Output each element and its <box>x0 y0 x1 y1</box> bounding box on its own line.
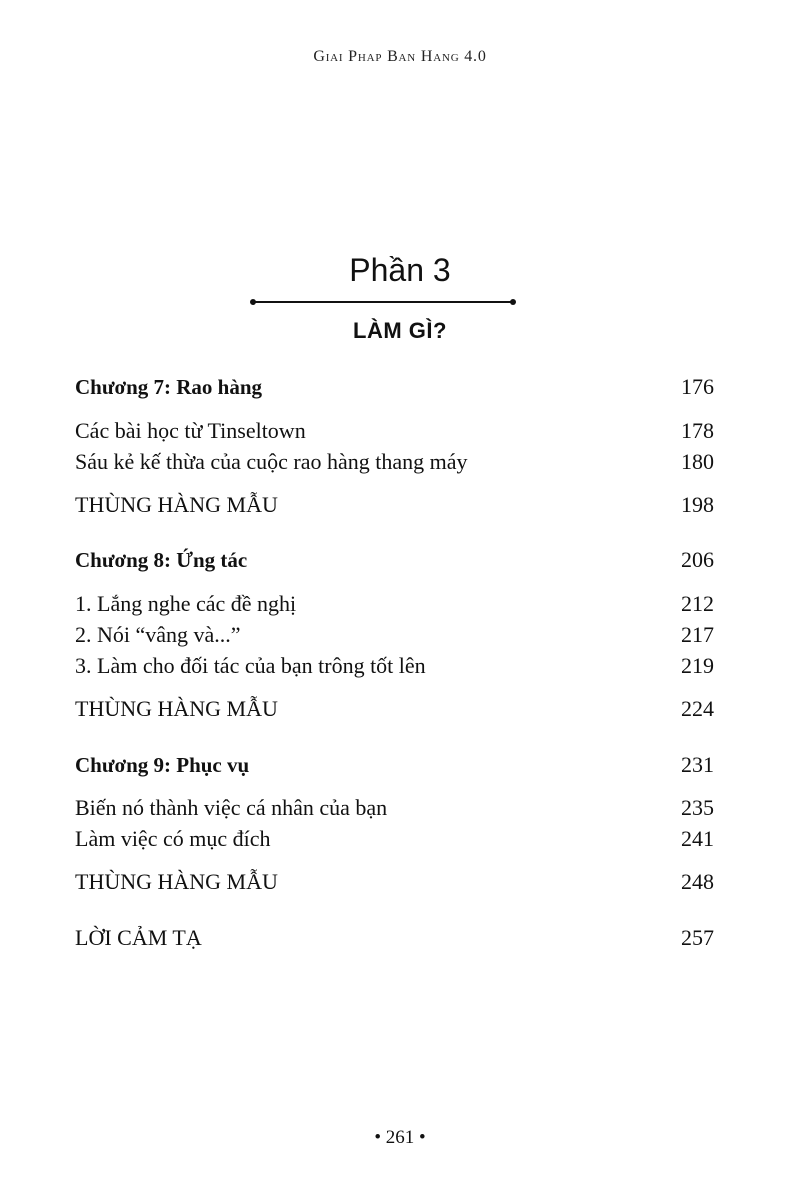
toc-entry-page: 231 <box>681 752 714 777</box>
toc-entry-page: 176 <box>681 374 714 399</box>
toc-entry-page: 178 <box>681 418 714 443</box>
toc-entry-page: 212 <box>681 591 714 616</box>
divider-dot-right <box>510 299 516 305</box>
ornamental-divider <box>252 301 514 303</box>
toc-entry-page: 248 <box>681 869 714 894</box>
toc-chapter-9 <box>75 750 714 780</box>
page-number: • 261 • <box>374 1127 426 1148</box>
toc-entry-title: Chương 9: Phục vụ <box>75 753 250 777</box>
divider-dot-left <box>250 299 256 305</box>
toc-entry-page: 257 <box>681 925 714 950</box>
toc-entry <box>75 447 714 477</box>
toc-entry <box>75 620 714 650</box>
running-header: Giai Phap Ban Hang 4.0 <box>313 48 487 65</box>
toc-entry-title: 1. Lắng nghe các đề nghị <box>75 591 297 616</box>
toc-entry-title: Sáu kẻ kế thừa của cuộc rao hàng thang máy <box>75 449 468 474</box>
toc-entry <box>75 824 714 854</box>
toc-chapter-8 <box>75 545 714 575</box>
toc-entry <box>75 694 714 724</box>
toc-entry-title: LỜI CẢM TẠ <box>75 925 202 950</box>
toc-entry-page: 198 <box>681 492 714 517</box>
toc-entry-page: 206 <box>681 547 714 572</box>
toc-entry <box>75 589 714 619</box>
toc-entry-page: 217 <box>681 622 714 647</box>
toc-entry-title: Biến nó thành việc cá nhân của bạn <box>75 795 388 820</box>
toc-entry-page: 241 <box>681 826 714 851</box>
toc-entry <box>75 793 714 823</box>
toc-entry-title: Các bài học từ Tinseltown <box>75 418 306 443</box>
toc-entry-page: 219 <box>681 653 714 678</box>
toc-entry-page: 235 <box>681 795 714 820</box>
toc-entry-title: 3. Làm cho đối tác của bạn trông tốt lên <box>75 653 426 678</box>
toc-entry-acknowledgements <box>75 923 714 953</box>
toc-entry <box>75 867 714 897</box>
part-title: Phần 3 <box>349 252 451 288</box>
toc-entry-title: THÙNG HÀNG MẪU <box>75 492 278 517</box>
toc-entry-page: 180 <box>681 449 714 474</box>
toc-chapter-7 <box>75 372 714 402</box>
toc-entry-title: Chương 7: Rao hàng <box>75 375 263 399</box>
toc-entry-title: Làm việc có mục đích <box>75 826 271 851</box>
toc-entry <box>75 651 714 681</box>
toc-entry <box>75 490 714 520</box>
toc-entry-page: 224 <box>681 696 714 721</box>
toc-entry <box>75 416 714 446</box>
toc-entry-title: THÙNG HÀNG MẪU <box>75 696 278 721</box>
toc-entry-title: THÙNG HÀNG MẪU <box>75 869 278 894</box>
toc-entry-title: 2. Nói “vâng và...” <box>75 622 241 647</box>
part-subtitle: LÀM GÌ? <box>353 318 447 343</box>
toc-entry-title: Chương 8: Ứng tác <box>75 548 248 572</box>
